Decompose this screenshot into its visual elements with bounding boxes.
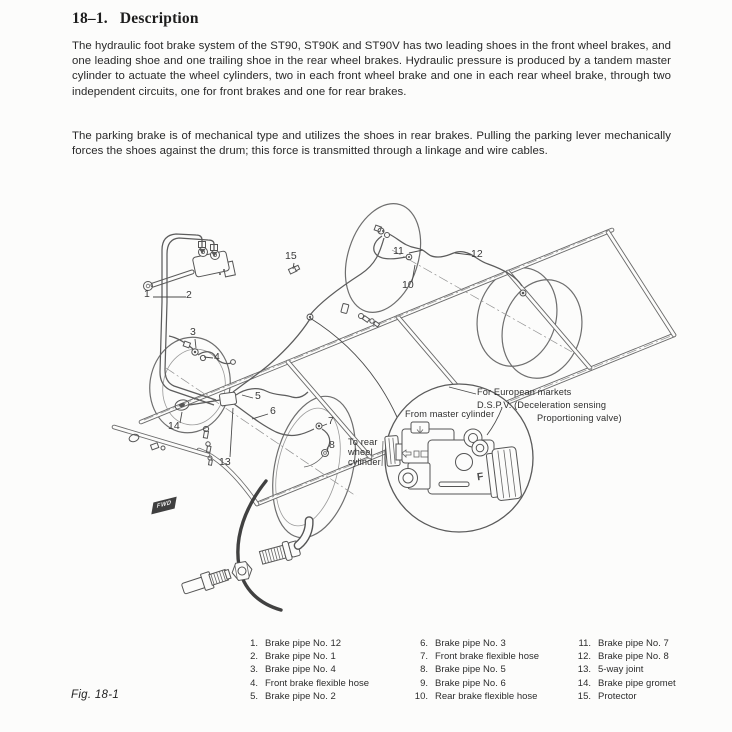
- protector-and-clips: [288, 265, 379, 327]
- parts-column-2: [410, 637, 573, 703]
- label-to-rear-wheel-cylinder: [348, 438, 381, 467]
- fwd-direction-badge: FWD: [151, 497, 176, 515]
- callout-8: 8: [329, 439, 335, 451]
- label-from-master-cylinder: From master cylinder: [405, 409, 495, 419]
- part-item: 5. Brake pipe No. 2: [250, 690, 336, 702]
- part-item: 10. Rear brake flexible hose: [414, 690, 538, 702]
- to-rear-line-1: To rear: [348, 437, 378, 447]
- part-item: 8. Brake pipe No. 5: [420, 664, 506, 676]
- part-item: 14. Brake pipe gromet: [577, 677, 676, 689]
- to-rear-line-3: cylinder: [348, 456, 381, 467]
- parts-column-1: [240, 637, 410, 703]
- label-dspv-line1: D.S.P.V. (Deceleration sensing: [477, 400, 607, 410]
- figure-caption: Fig. 18-1: [71, 689, 120, 701]
- part-item: 12. Brake pipe No. 8: [577, 651, 669, 663]
- part-item: 13. 5-way joint: [577, 664, 644, 676]
- parts-column-3: [573, 637, 723, 703]
- part-item: 11. Brake pipe No. 7: [578, 638, 669, 649]
- part-item: 1. Brake pipe No. 12: [250, 638, 342, 649]
- parts-list: [240, 637, 723, 703]
- page-title: [72, 10, 199, 28]
- callout-1: 1: [144, 288, 150, 300]
- part-item: 7. Front brake flexible hose: [420, 651, 540, 663]
- callout-13: 13: [219, 456, 231, 468]
- valve-letter-f: F: [476, 470, 485, 484]
- flexible-hose: [238, 481, 281, 610]
- section-number: 18–1.: [72, 10, 108, 27]
- section-title: Description: [119, 10, 199, 27]
- part-item: 4. Front brake flexible hose: [250, 677, 370, 689]
- callout-14: 14: [168, 420, 180, 432]
- to-rear-line-2: wheel: [348, 446, 373, 457]
- label-for-european-markets: For European markets: [477, 387, 572, 397]
- callout-10: 10: [402, 279, 414, 291]
- callout-5: 5: [255, 390, 261, 402]
- exploded-hose-fitting: [180, 521, 317, 597]
- callout-7: 7: [328, 415, 334, 427]
- part-item: 2. Brake pipe No. 1: [250, 651, 336, 663]
- callout-6: 6: [270, 405, 276, 417]
- body-paragraph-2: The parking brake is of mechanical type and utilizes the shoes in rear brakes. Pulling the parking lever mechanically forces the shoes against the drum; this force is transmitted through a linkage and wire cables.: [72, 130, 671, 158]
- master-cylinder-assembly: [144, 248, 236, 291]
- figure-18-1: [56, 186, 680, 638]
- part-item: 3. Brake pipe No. 4: [250, 664, 336, 676]
- callout-3: 3: [190, 326, 196, 338]
- label-dspv-line2: Proportioning valve): [537, 413, 622, 423]
- brake-diagram-svg: [56, 186, 680, 638]
- body-paragraph-1: The hydraulic foot brake system of the ST90, ST90K and ST90V has two leading shoes in the front wheel brakes, and one leading shoe and one trailing shoe in the rear wheel brakes. Hydraulic pressure is produced by a tandem master cylinder to actuate the wheel cylinders, two in each front wheel brake and one in each rear wheel brake, through two independent circuits, one for front brakes and one for rear brakes.: [72, 40, 671, 98]
- part-item: 9. Brake pipe No. 6: [420, 677, 506, 689]
- callout-2: 2: [186, 289, 192, 301]
- callout-11: 11: [393, 245, 404, 257]
- wheel-rear-right: [466, 258, 594, 388]
- callout-4: 4: [214, 351, 220, 363]
- callout-12: 12: [471, 248, 483, 260]
- callout-15: 15: [285, 250, 297, 262]
- part-item: 6. Brake pipe No. 3: [420, 638, 506, 649]
- part-item: 15. Protector: [577, 690, 637, 702]
